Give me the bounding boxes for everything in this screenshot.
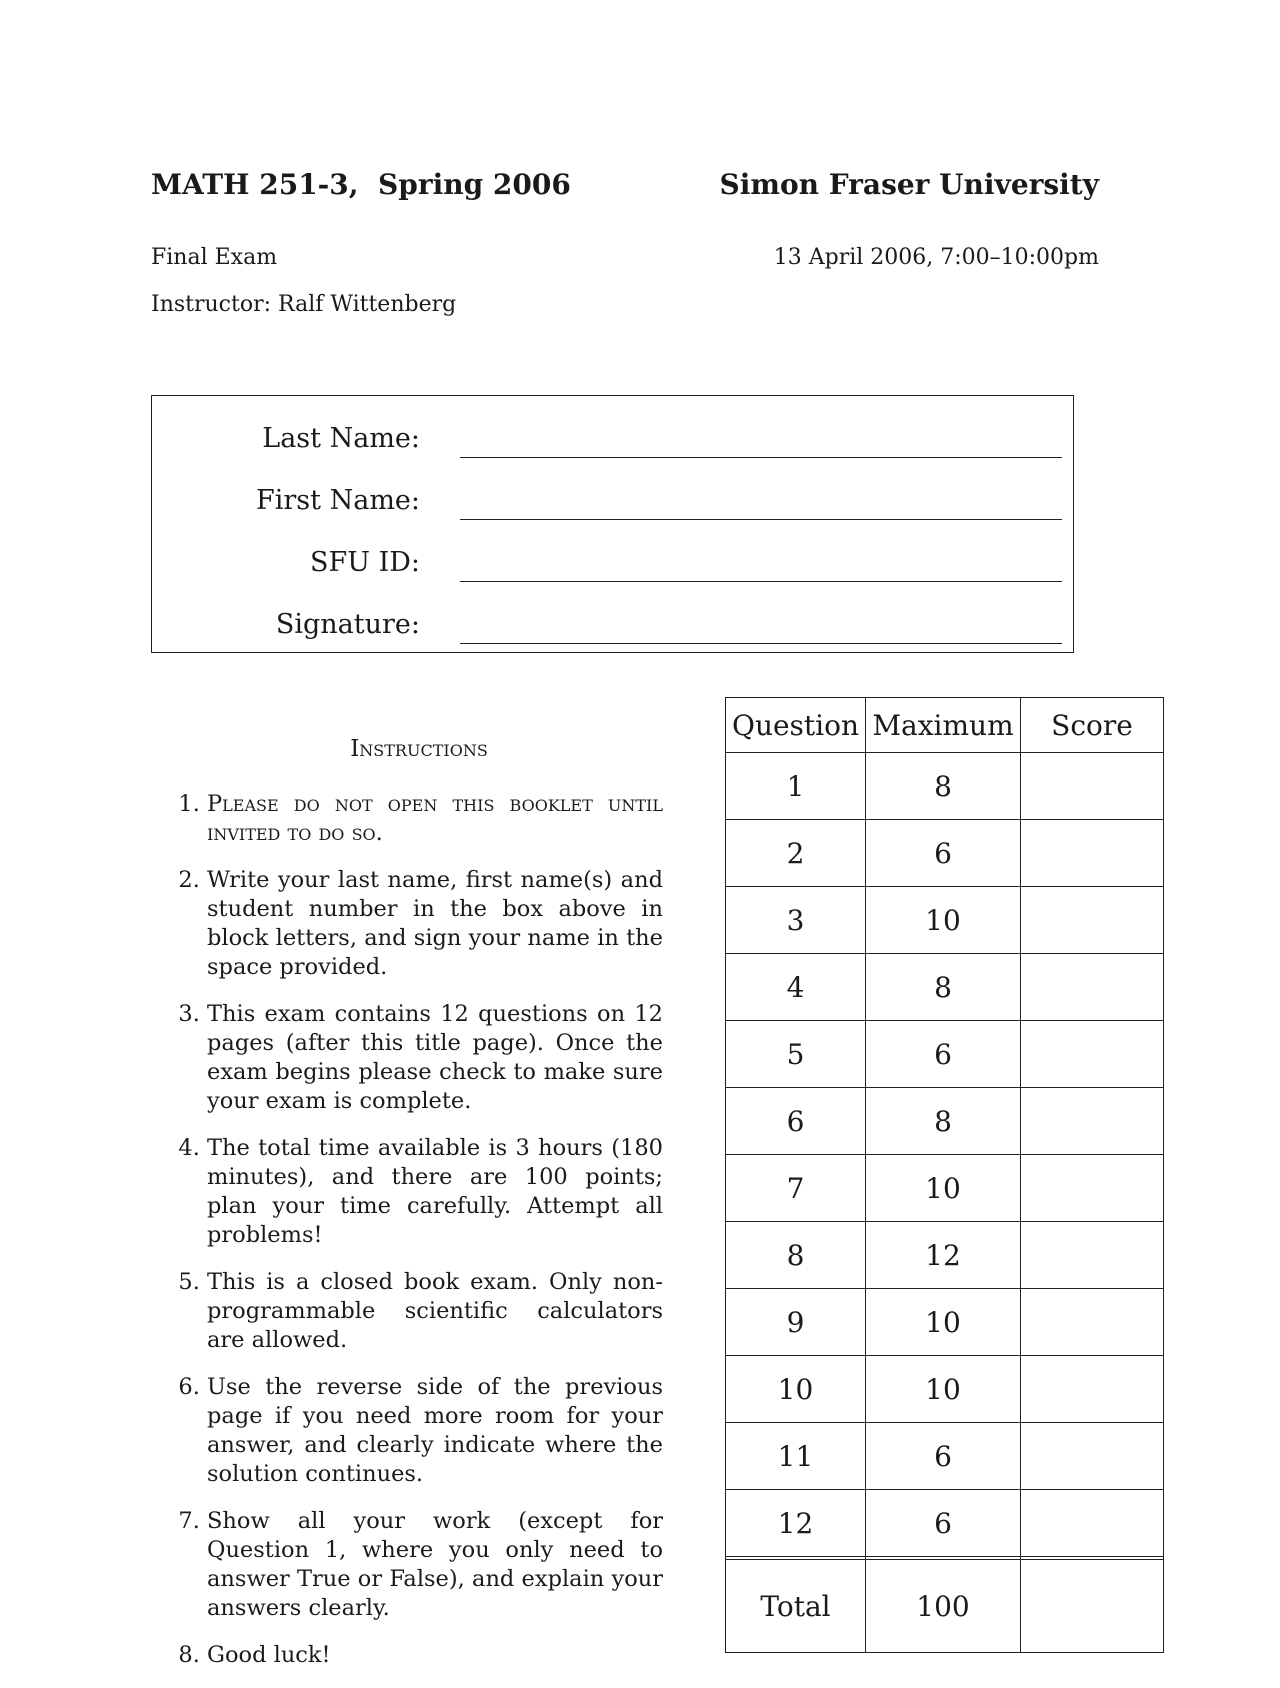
question-number: 8	[726, 1222, 866, 1289]
score-cell	[1021, 1222, 1164, 1289]
first-name-label: First Name:	[256, 485, 420, 516]
exam-date: 13 April 2006, 7:00–10:00pm	[773, 245, 1099, 270]
table-row	[726, 1289, 1164, 1356]
total-score-cell	[1021, 1560, 1164, 1653]
question-max: 8	[866, 753, 1021, 820]
total-row	[726, 1560, 1164, 1653]
score-cell	[1021, 954, 1164, 1021]
score-table	[725, 697, 1164, 1653]
question-max: 10	[866, 1356, 1021, 1423]
question-number: 3	[726, 887, 866, 954]
university-name: Simon Fraser University	[719, 168, 1099, 201]
instruction-item: 7. Show all your work (except for Question 1, where you only need to answer True or False), and explain your answers clearly.	[207, 1507, 663, 1623]
score-header: Score	[1021, 698, 1164, 753]
score-cell	[1021, 887, 1164, 954]
table-row	[726, 1423, 1164, 1490]
table-row	[726, 820, 1164, 887]
question-number: 10	[726, 1356, 866, 1423]
instruction-item: 2. Write your last name, first name(s) and student number in the box above in block letters, and sign your name in the space provided.	[207, 866, 663, 982]
last-name-field[interactable]	[460, 457, 1062, 458]
maximum-header: Maximum	[866, 698, 1021, 753]
table-row	[726, 887, 1164, 954]
question-max: 10	[866, 1155, 1021, 1222]
table-row	[726, 1490, 1164, 1557]
question-max: 6	[866, 820, 1021, 887]
score-cell	[1021, 753, 1164, 820]
question-number: 5	[726, 1021, 866, 1088]
score-cell	[1021, 1490, 1164, 1557]
score-cell	[1021, 1088, 1164, 1155]
sfu-id-label: SFU ID:	[310, 547, 420, 578]
question-number: 12	[726, 1490, 866, 1557]
question-number: 9	[726, 1289, 866, 1356]
table-row	[726, 1222, 1164, 1289]
signature-field[interactable]	[460, 643, 1062, 644]
total-label: Total	[726, 1560, 866, 1653]
table-row	[726, 954, 1164, 1021]
total-max: 100	[866, 1560, 1021, 1653]
instruction-item: 1. Please do not open this booklet until invited to do so.	[207, 790, 663, 848]
course-title: MATH 251-3, Spring 2006	[151, 168, 571, 201]
score-cell	[1021, 1021, 1164, 1088]
instruction-item: 3. This exam contains 12 questions on 12 pages (after this title page). Once the exam begins please check to make sure your exam is complete.	[207, 1000, 663, 1116]
signature-row	[152, 604, 1073, 644]
signature-label: Signature:	[275, 609, 420, 640]
question-number: 1	[726, 753, 866, 820]
question-number: 11	[726, 1423, 866, 1490]
instructions-list	[175, 790, 663, 1670]
question-number: 2	[726, 820, 866, 887]
score-cell	[1021, 1423, 1164, 1490]
question-max: 8	[866, 1088, 1021, 1155]
question-number: 4	[726, 954, 866, 1021]
sfu-id-row	[152, 542, 1073, 582]
question-max: 10	[866, 887, 1021, 954]
question-number: 6	[726, 1088, 866, 1155]
question-max: 6	[866, 1021, 1021, 1088]
student-id-box	[151, 395, 1074, 653]
instructions-title: Instructions	[350, 736, 488, 762]
first-name-row	[152, 480, 1073, 520]
question-max: 10	[866, 1289, 1021, 1356]
score-cell	[1021, 1356, 1164, 1423]
instructions-section	[175, 735, 663, 1688]
question-max: 6	[866, 1490, 1021, 1557]
question-max: 8	[866, 954, 1021, 1021]
question-max: 6	[866, 1423, 1021, 1490]
question-max: 12	[866, 1222, 1021, 1289]
score-table-header	[726, 698, 1164, 753]
last-name-row	[152, 418, 1073, 458]
instruction-item: 5. This is a closed book exam. Only non-programmable scientific calculators are allowed.	[207, 1268, 663, 1355]
first-name-field[interactable]	[460, 519, 1062, 520]
score-cell	[1021, 1155, 1164, 1222]
exam-type: Final Exam	[151, 245, 278, 270]
question-header: Question	[726, 698, 866, 753]
table-row	[726, 1088, 1164, 1155]
table-row	[726, 1021, 1164, 1088]
score-cell	[1021, 820, 1164, 887]
table-row	[726, 753, 1164, 820]
question-number: 7	[726, 1155, 866, 1222]
instruction-item: 8. Good luck!	[207, 1641, 663, 1670]
table-row	[726, 1155, 1164, 1222]
last-name-label: Last Name:	[262, 423, 420, 454]
instruction-item: 4. The total time available is 3 hours (180 minutes), and there are 100 points; plan your time carefully. Attempt all problems!	[207, 1134, 663, 1250]
sfu-id-field[interactable]	[460, 581, 1062, 582]
table-row	[726, 1356, 1164, 1423]
score-cell	[1021, 1289, 1164, 1356]
instruction-item: 6. Use the reverse side of the previous page if you need more room for your answer, and clearly indicate where the solution continues.	[207, 1373, 663, 1489]
instructor: Instructor: Ralf Wittenberg	[151, 292, 457, 317]
